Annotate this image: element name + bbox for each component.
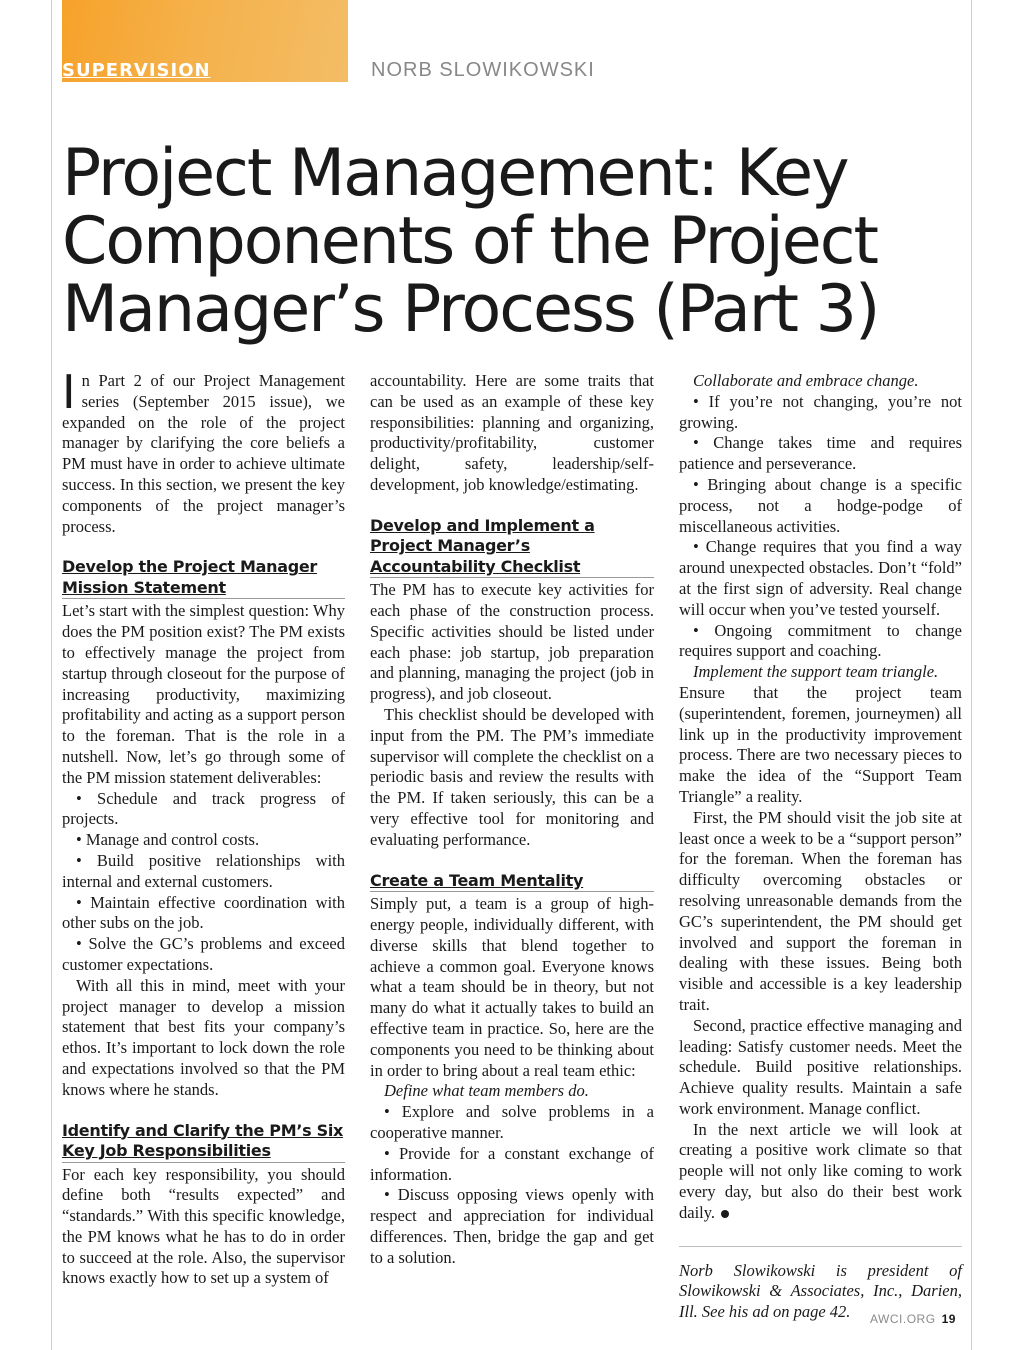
- column-2: [370, 371, 654, 1268]
- list-item: • Maintain effective coordination with other subs on the job.: [62, 892, 345, 933]
- list-item: • Change takes time and requires patience and perseverance.: [679, 433, 962, 474]
- paragraph: Let’s start with the simplest question: Why does the PM position exist? The PM exists to effectively manage the project from startup through closeout for the purpose of increasing productivity, maximizing profitability and acting as a support person to the foreman. That is the role in a nutshell. Now, let’s go through some of the PM mission statement deliverables:: [62, 601, 345, 787]
- list-item: • Bringing about change is a specific process, not a hodge-podge of miscellaneous activities.: [679, 474, 962, 536]
- page-number: 19: [941, 1312, 956, 1326]
- list-item: • Build positive relationships with internal and external customers.: [62, 850, 345, 891]
- paragraph: First, the PM should visit the job site at least once a week to be a “support person” for the foreman. When the foreman has difficulty overcoming obstacles or resolving unreasonable demands from the GC’s superintendent, the PM should get involved and support the foreman in dealing with these issues. Being both visible and accessible is a key leadership trait.: [679, 807, 962, 1014]
- list-item: • Explore and solve problems in a cooperative manner.: [370, 1102, 654, 1142]
- paragraph: This checklist should be developed with input from the PM. The PM’s immediate supervisor will complete the checklist on a periodic basis and review the results with the PM. If taken seriously, this can be a very effective tool for monitoring and evaluating performance.: [370, 705, 654, 849]
- intro-paragraph: In Part 2 of our Project Management series (September 2015 issue), we expanded on the role of the project manager by clarifying the core beliefs a PM must have in order to achieve ultimate success. In this section, we present the key components of the project manager’s process.: [62, 365, 345, 536]
- paragraph: The PM has to execute key activities for each phase of the construction process. Specific activities should be listed under each phase: job startup, job preparation and planning, managing the project (job in progress), and job closeout.: [370, 580, 654, 704]
- paragraph: With all this in mind, meet with your project manager to develop a mission statement that best fits your company’s ethos. It’s important to lock down the role and expectations involved so that the PM knows where he stands.: [62, 975, 345, 1099]
- subheading: Implement the support team triangle.: [693, 662, 939, 682]
- page-footer: [870, 1312, 956, 1326]
- bio-divider: [679, 1246, 962, 1247]
- section-label: SUPERVISION: [62, 60, 211, 81]
- drop-cap: I: [62, 365, 76, 419]
- list-item: • Ongoing commitment to change requires support and coaching.: [679, 620, 962, 661]
- footer-site: AWCI.ORG: [870, 1312, 936, 1326]
- column-1: [62, 365, 345, 1289]
- list-item: • Discuss opposing views openly with respect and appreciation for individual differences. Then, bridge the gap and get to a solution.: [370, 1185, 654, 1267]
- author-bio: Norb Slowikowski is president of Slowikowski & Associates, Inc., Darien, Ill. See his ad on page 42.: [679, 1260, 962, 1322]
- heading-mission-statement: Develop the Project Manager Mission Statement: [62, 557, 345, 599]
- list-item: • If you’re not changing, you’re not growing.: [679, 391, 962, 432]
- left-margin-rule: [51, 0, 52, 1350]
- list-item: • Schedule and track progress of projects.: [62, 788, 345, 829]
- paragraph: For each key responsibility, you should define both “results expected” and “standards.” With this specific knowledge, the PM knows what he has to do in order to succeed at the role. Also, the supervisor knows exactly how to set up a system of: [62, 1164, 345, 1288]
- list-item: • Change requires that you find a way around unexpected obstacles. Don’t “fold” at the first sign of adversity. Real change will occur when you’ve tested yourself.: [679, 537, 962, 619]
- paragraph: Simply put, a team is a group of high-energy people, individually different, with diverse skills that blend together to achieve a common goal. Everyone knows what a team should be in theory, but not many do what it actually takes to build an effective team in practice. So, here are the components you need to be thinking about in order to bring about a real team ethic:: [370, 894, 654, 1080]
- right-margin-rule: [971, 0, 972, 1350]
- paragraph: Ensure that the project team (superintendent, foremen, journeymen) all link up in the productivity improvement process. There are two necessary pieces to make the idea of the “Support Team Triangle” a reality.: [679, 682, 962, 806]
- paragraph: accountability. Here are some traits that can be used as an example of these key responsibilities: planning and organizing, productivity/profitability, customer delight, safety, leadership/self-development, job knowledge/estimating.: [370, 371, 654, 494]
- end-mark-icon: [721, 1210, 729, 1218]
- subheading: Collaborate and embrace change.: [693, 371, 919, 390]
- subheading: Define what team members do.: [384, 1081, 589, 1101]
- header-author: NORB SLOWIKOWSKI: [371, 59, 595, 81]
- article-title: Project Management: Key Components of the Project Manager’s Process (Part 3): [62, 136, 879, 347]
- column-3: [679, 371, 962, 1323]
- list-item: • Provide for a constant exchange of information.: [370, 1143, 654, 1184]
- paragraph: Second, practice effective managing and leading: Satisfy customer needs. Meet the schedule. Build positive relationships. Achieve quality results. Maintain a safe work environment. Manage conflict.: [679, 1015, 962, 1118]
- list-item: • Manage and control costs.: [76, 830, 260, 850]
- heading-accountability-checklist: Develop and Implement a Project Manager’s Accountability Checklist: [370, 516, 654, 579]
- closing-paragraph: In the next article we will look at creating a positive work climate so that people will not only like coming to work every day, but also do their best work daily.: [679, 1119, 962, 1222]
- heading-team-mentality: Create a Team Mentality: [370, 871, 654, 893]
- list-item: • Solve the GC’s problems and exceed customer expectations.: [62, 934, 345, 974]
- heading-job-responsibilities: Identify and Clarify the PM’s Six Key Job Responsibilities: [62, 1121, 345, 1163]
